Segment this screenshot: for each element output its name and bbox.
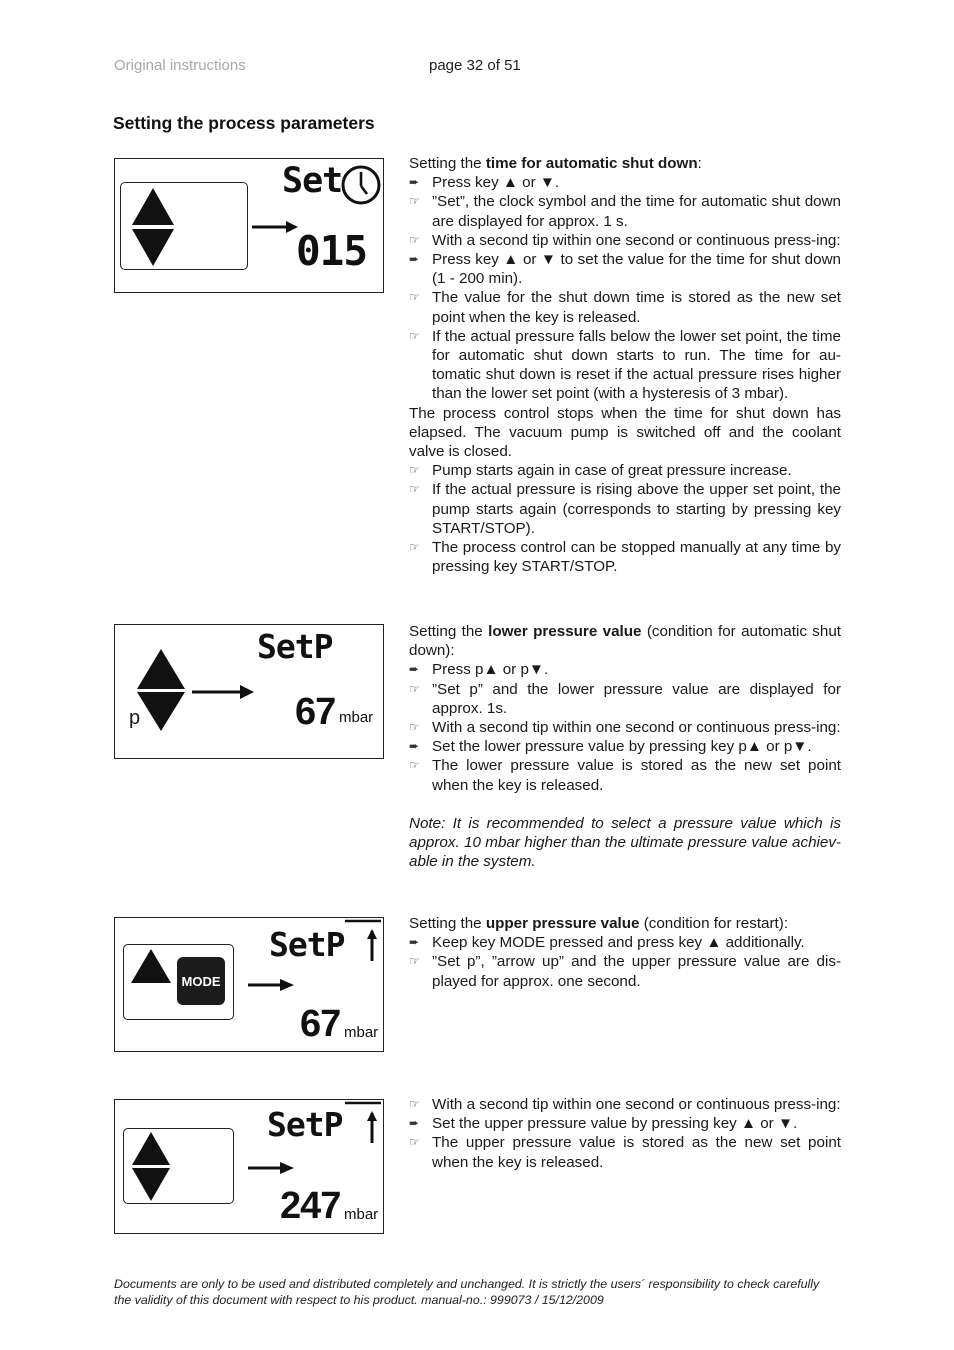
action-arrow-icon: ➨ xyxy=(409,662,420,677)
list-item: ☞ If the actual pressure is rising above the upper set point, the pump starts again (corresponds to starting by pressing key START/STOP). xyxy=(409,481,841,537)
note-hand-icon: ☞ xyxy=(409,328,420,343)
arrow-right-icon xyxy=(252,220,302,234)
list-item: ☞ The lower pressure value is stored as the new set point when the key is released. xyxy=(409,757,841,794)
lcd-value: 015 xyxy=(296,227,368,275)
display-panel-upper-pressure-mode xyxy=(114,917,384,1052)
note-hand-icon: ☞ xyxy=(409,463,420,478)
intro-line: Setting the upper pressure value (condition for restart): xyxy=(409,915,789,932)
action-arrow-icon: ➨ xyxy=(409,739,420,754)
action-arrow-icon: ➨ xyxy=(409,252,420,267)
list-item: ☞ With a second tip within one second or continuous press-ing: xyxy=(409,719,841,737)
lcd-set-label: Set xyxy=(282,161,343,201)
action-arrow-icon: ➨ xyxy=(409,1116,420,1131)
list-item: ➨ Set the lower pressure value by pressing key p▲ or p▼. xyxy=(409,738,812,756)
lcd-unit: mbar xyxy=(344,1024,379,1041)
note-hand-icon: ☞ xyxy=(409,1097,420,1111)
display-panel-lower-pressure xyxy=(114,624,384,759)
list-item: ➨ Press key ▲ or ▼ to set the value for the time for shut down (1 - 200 min). xyxy=(409,251,841,288)
note-hand-icon: ☞ xyxy=(409,290,420,305)
display-panel-upper-pressure-set xyxy=(114,1099,384,1234)
note-hand-icon: ☞ xyxy=(409,720,420,735)
up-down-keys-icon xyxy=(135,647,195,737)
note-paragraph: Note: It is recommended to select a pressure value which is approx. 10 mbar higher than the ultimate pressure value achiev-able in the system. xyxy=(409,814,841,871)
text-block-upper-pressure-set xyxy=(409,1095,841,1172)
list-item: ☞ The value for the shut down time is stored as the new set point when the key is released. xyxy=(409,289,841,326)
list-item: ☞ Pump starts again in case of great pressure increase. xyxy=(409,462,792,480)
intro-line: Setting the lower pressure value (condition for automatic shut down): xyxy=(409,623,841,660)
up-down-keys-icon xyxy=(121,183,249,271)
arrow-right-icon xyxy=(248,1161,298,1175)
list-item: ➨ Keep key MODE pressed and press key ▲ additionally. xyxy=(409,934,805,952)
lcd-value: 67 xyxy=(295,691,336,733)
paragraph: The process control stops when the time for shut down has elapsed. The vacuum pump is switched off and the coolant valve is closed. xyxy=(409,404,841,461)
list-item: ➨ Press p▲ or p▼. xyxy=(409,661,549,679)
footer-disclaimer xyxy=(114,1277,844,1308)
arrow-right-icon xyxy=(192,684,258,700)
list-item: ➨ Press key ▲ or ▼. xyxy=(409,174,560,192)
action-arrow-icon: ➨ xyxy=(409,175,420,190)
key-box xyxy=(120,182,248,270)
clock-icon xyxy=(341,164,383,206)
note-hand-icon: ☞ xyxy=(409,482,420,497)
section-title: Setting the process parameters xyxy=(113,113,375,133)
list-item: ☞ ”Set”, the clock symbol and the time for automatic shut down are displayed for approx. 1 s. xyxy=(409,193,841,230)
mode-key: MODE xyxy=(177,957,225,1005)
arrow-up-icon xyxy=(343,1101,383,1147)
header-document-type: Original instructions xyxy=(114,57,246,74)
arrow-right-icon xyxy=(248,978,298,992)
key-box xyxy=(123,944,234,1020)
page-number: page 32 of 51 xyxy=(429,57,521,74)
lcd-value: 67 xyxy=(300,1003,341,1045)
lcd-value: 247 xyxy=(280,1185,341,1227)
text-block-lower-pressure xyxy=(409,622,841,871)
note-hand-icon: ☞ xyxy=(409,954,420,969)
footer-line-2: the validity of this document with respect to his product. manual-no.: 999073 / 15/12/2009 xyxy=(114,1292,604,1307)
list-item: ☞ If the actual pressure falls below the lower set point, the time for automatic shut down starts to run. The time for au-tomatic shut down is reset if the actual pressure rises higher than the lower set point (with a hysteresis of 3 mbar). xyxy=(409,327,841,403)
list-item: ☞ The upper pressure value is stored as the new set point when the key is released. xyxy=(409,1134,841,1171)
note-hand-icon: ☞ xyxy=(409,194,420,209)
text-block-shutdown-time xyxy=(409,154,841,576)
lcd-setp-label: SetP xyxy=(257,627,333,666)
arrow-up-icon xyxy=(343,919,383,965)
lcd-setp-label: SetP xyxy=(269,925,345,964)
list-item: ☞ ”Set p” and the lower pressure value are displayed for approx. 1s. xyxy=(409,680,841,717)
list-item: ☞ The process control can be stopped manually at any time by pressing key START/STOP. xyxy=(409,539,841,576)
list-item: ☞ ”Set p”, ”arrow up” and the upper pressure value are dis-played for approx. one second. xyxy=(409,953,841,990)
intro-line: Setting the time for automatic shut down: xyxy=(409,155,702,172)
list-item: ➨ Set the upper pressure value by pressing key ▲ or ▼. xyxy=(409,1115,798,1133)
text-block-upper-pressure xyxy=(409,914,841,991)
note-hand-icon: ☞ xyxy=(409,232,420,247)
up-key-icon xyxy=(130,947,180,987)
lcd-unit: mbar xyxy=(344,1206,379,1223)
note-hand-icon: ☞ xyxy=(409,540,420,555)
key-box xyxy=(123,1128,234,1204)
list-item: ☞ With a second tip within one second or continuous press-ing: xyxy=(409,1096,841,1113)
up-down-keys-icon xyxy=(130,1131,180,1207)
note-hand-icon: ☞ xyxy=(409,681,420,696)
footer-line-1: Documents are only to be used and distributed completely and unchanged. It is strictly the users´ responsibility to check carefully xyxy=(114,1277,820,1291)
note-hand-icon: ☞ xyxy=(409,1135,420,1150)
action-arrow-icon: ➨ xyxy=(409,935,420,950)
key-p-label: p xyxy=(129,707,141,729)
lcd-setp-label: SetP xyxy=(267,1105,343,1144)
lcd-unit: mbar xyxy=(339,709,374,726)
display-panel-shutdown xyxy=(114,158,384,293)
list-item: ☞ With a second tip within one second or continuous press-ing: xyxy=(409,231,841,249)
note-hand-icon: ☞ xyxy=(409,758,420,773)
